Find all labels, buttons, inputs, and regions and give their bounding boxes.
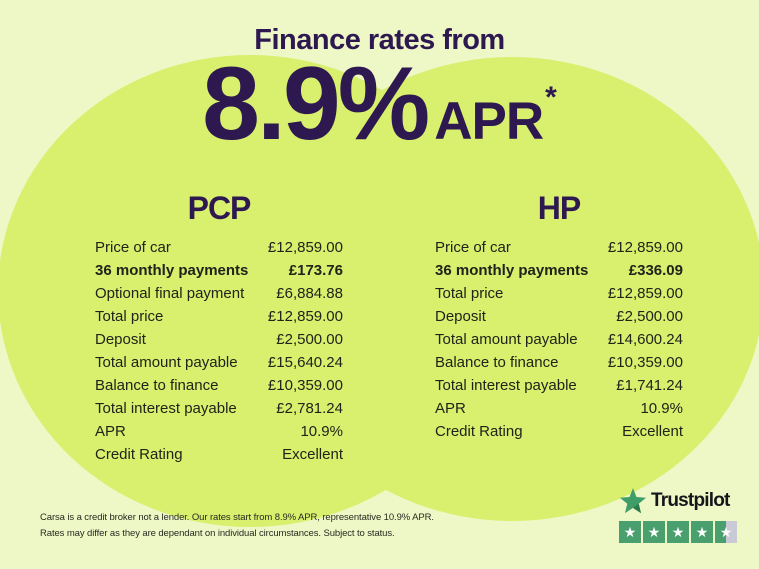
trustpilot-star-box: ★	[643, 521, 665, 543]
finance-row-label: Total amount payable	[435, 331, 578, 348]
pcp-finance-table	[95, 190, 343, 466]
trustpilot-star-box: ★	[691, 521, 713, 543]
finance-row-label: APR	[435, 400, 466, 417]
finance-row-label: Credit Rating	[435, 423, 523, 440]
apr-rate: 8.9%	[202, 46, 428, 162]
finance-row-value: 10.9%	[640, 400, 683, 417]
finance-row	[95, 397, 343, 420]
finance-row	[435, 397, 683, 420]
trustpilot-logo	[619, 486, 741, 516]
finance-row-value: Excellent	[622, 423, 683, 440]
finance-row	[95, 420, 343, 443]
finance-row	[95, 236, 343, 259]
finance-row-value: £336.09	[628, 262, 683, 279]
finance-row-label: Optional final payment	[95, 285, 245, 302]
finance-row-value: £10,359.00	[607, 354, 683, 371]
finance-row-value: £6,884.88	[276, 285, 343, 302]
finance-row-label: Total price	[435, 285, 504, 302]
trustpilot-widget[interactable]	[619, 486, 741, 543]
finance-row	[95, 259, 343, 282]
finance-row-value: £15,640.24	[267, 354, 343, 371]
trustpilot-stars	[619, 521, 741, 543]
finance-row-label: Balance to finance	[435, 354, 559, 371]
apr-unit-label: APR	[434, 92, 544, 151]
finance-row-value: £14,600.24	[607, 331, 683, 348]
finance-row	[95, 305, 343, 328]
apr-footnote-marker: *	[545, 81, 557, 114]
finance-row	[435, 259, 683, 282]
finance-row-value: £12,859.00	[607, 239, 683, 256]
finance-row-label: Deposit	[95, 331, 146, 348]
finance-row	[95, 443, 343, 466]
finance-row-label: Credit Rating	[95, 446, 183, 463]
hp-title: HP	[537, 190, 581, 226]
finance-row-label: 36 monthly payments	[435, 262, 589, 279]
trustpilot-star-icon	[619, 487, 647, 515]
pcp-title: PCP	[187, 190, 251, 226]
legal-disclaimer-line1: Carsa is a credit broker not a lender. Our rates start from 8.9% APR, representative 10.9% APR.	[40, 512, 434, 523]
trustpilot-star-box: ★	[667, 521, 689, 543]
finance-row-value: £2,781.24	[276, 400, 343, 417]
finance-row-label: APR	[95, 423, 126, 440]
finance-row	[435, 374, 683, 397]
trustpilot-star-box: ★	[715, 521, 737, 543]
finance-row-label: Balance to finance	[95, 377, 219, 394]
finance-row-value: £10,359.00	[267, 377, 343, 394]
hp-rows	[435, 236, 683, 443]
finance-row	[95, 351, 343, 374]
trustpilot-star-box: ★	[619, 521, 641, 543]
finance-row-label: Price of car	[435, 239, 511, 256]
finance-row	[435, 305, 683, 328]
finance-row-value: £12,859.00	[267, 239, 343, 256]
finance-row-label: 36 monthly payments	[95, 262, 249, 279]
finance-row	[95, 374, 343, 397]
apr-headline	[0, 46, 759, 162]
finance-row	[435, 282, 683, 305]
page-title: Finance rates from	[254, 24, 505, 56]
finance-row	[435, 351, 683, 374]
finance-row-value: £1,741.24	[616, 377, 683, 394]
legal-disclaimer-line2: Rates may differ as they are dependant on individual circumstances. Subject to status.	[40, 528, 395, 539]
finance-row-value: £2,500.00	[276, 331, 343, 348]
trustpilot-brand-text: Trustpilot	[651, 490, 730, 511]
finance-row-value: £12,859.00	[267, 308, 343, 325]
finance-row-value: Excellent	[282, 446, 343, 463]
finance-row-label: Total interest payable	[95, 400, 237, 417]
finance-row-value: 10.9%	[300, 423, 343, 440]
finance-row	[95, 328, 343, 351]
pcp-rows	[95, 236, 343, 466]
finance-row-label: Total price	[95, 308, 164, 325]
finance-row-value: £12,859.00	[607, 285, 683, 302]
finance-row	[95, 282, 343, 305]
finance-row-value: £2,500.00	[616, 308, 683, 325]
finance-row-value: £173.76	[288, 262, 343, 279]
finance-row-label: Total interest payable	[435, 377, 577, 394]
finance-row-label: Total amount payable	[95, 354, 238, 371]
finance-row-label: Price of car	[95, 239, 171, 256]
finance-row	[435, 236, 683, 259]
finance-row	[435, 420, 683, 443]
hp-finance-table	[435, 190, 683, 443]
finance-row	[435, 328, 683, 351]
legal-disclaimer	[40, 510, 450, 542]
finance-row-label: Deposit	[435, 308, 486, 325]
